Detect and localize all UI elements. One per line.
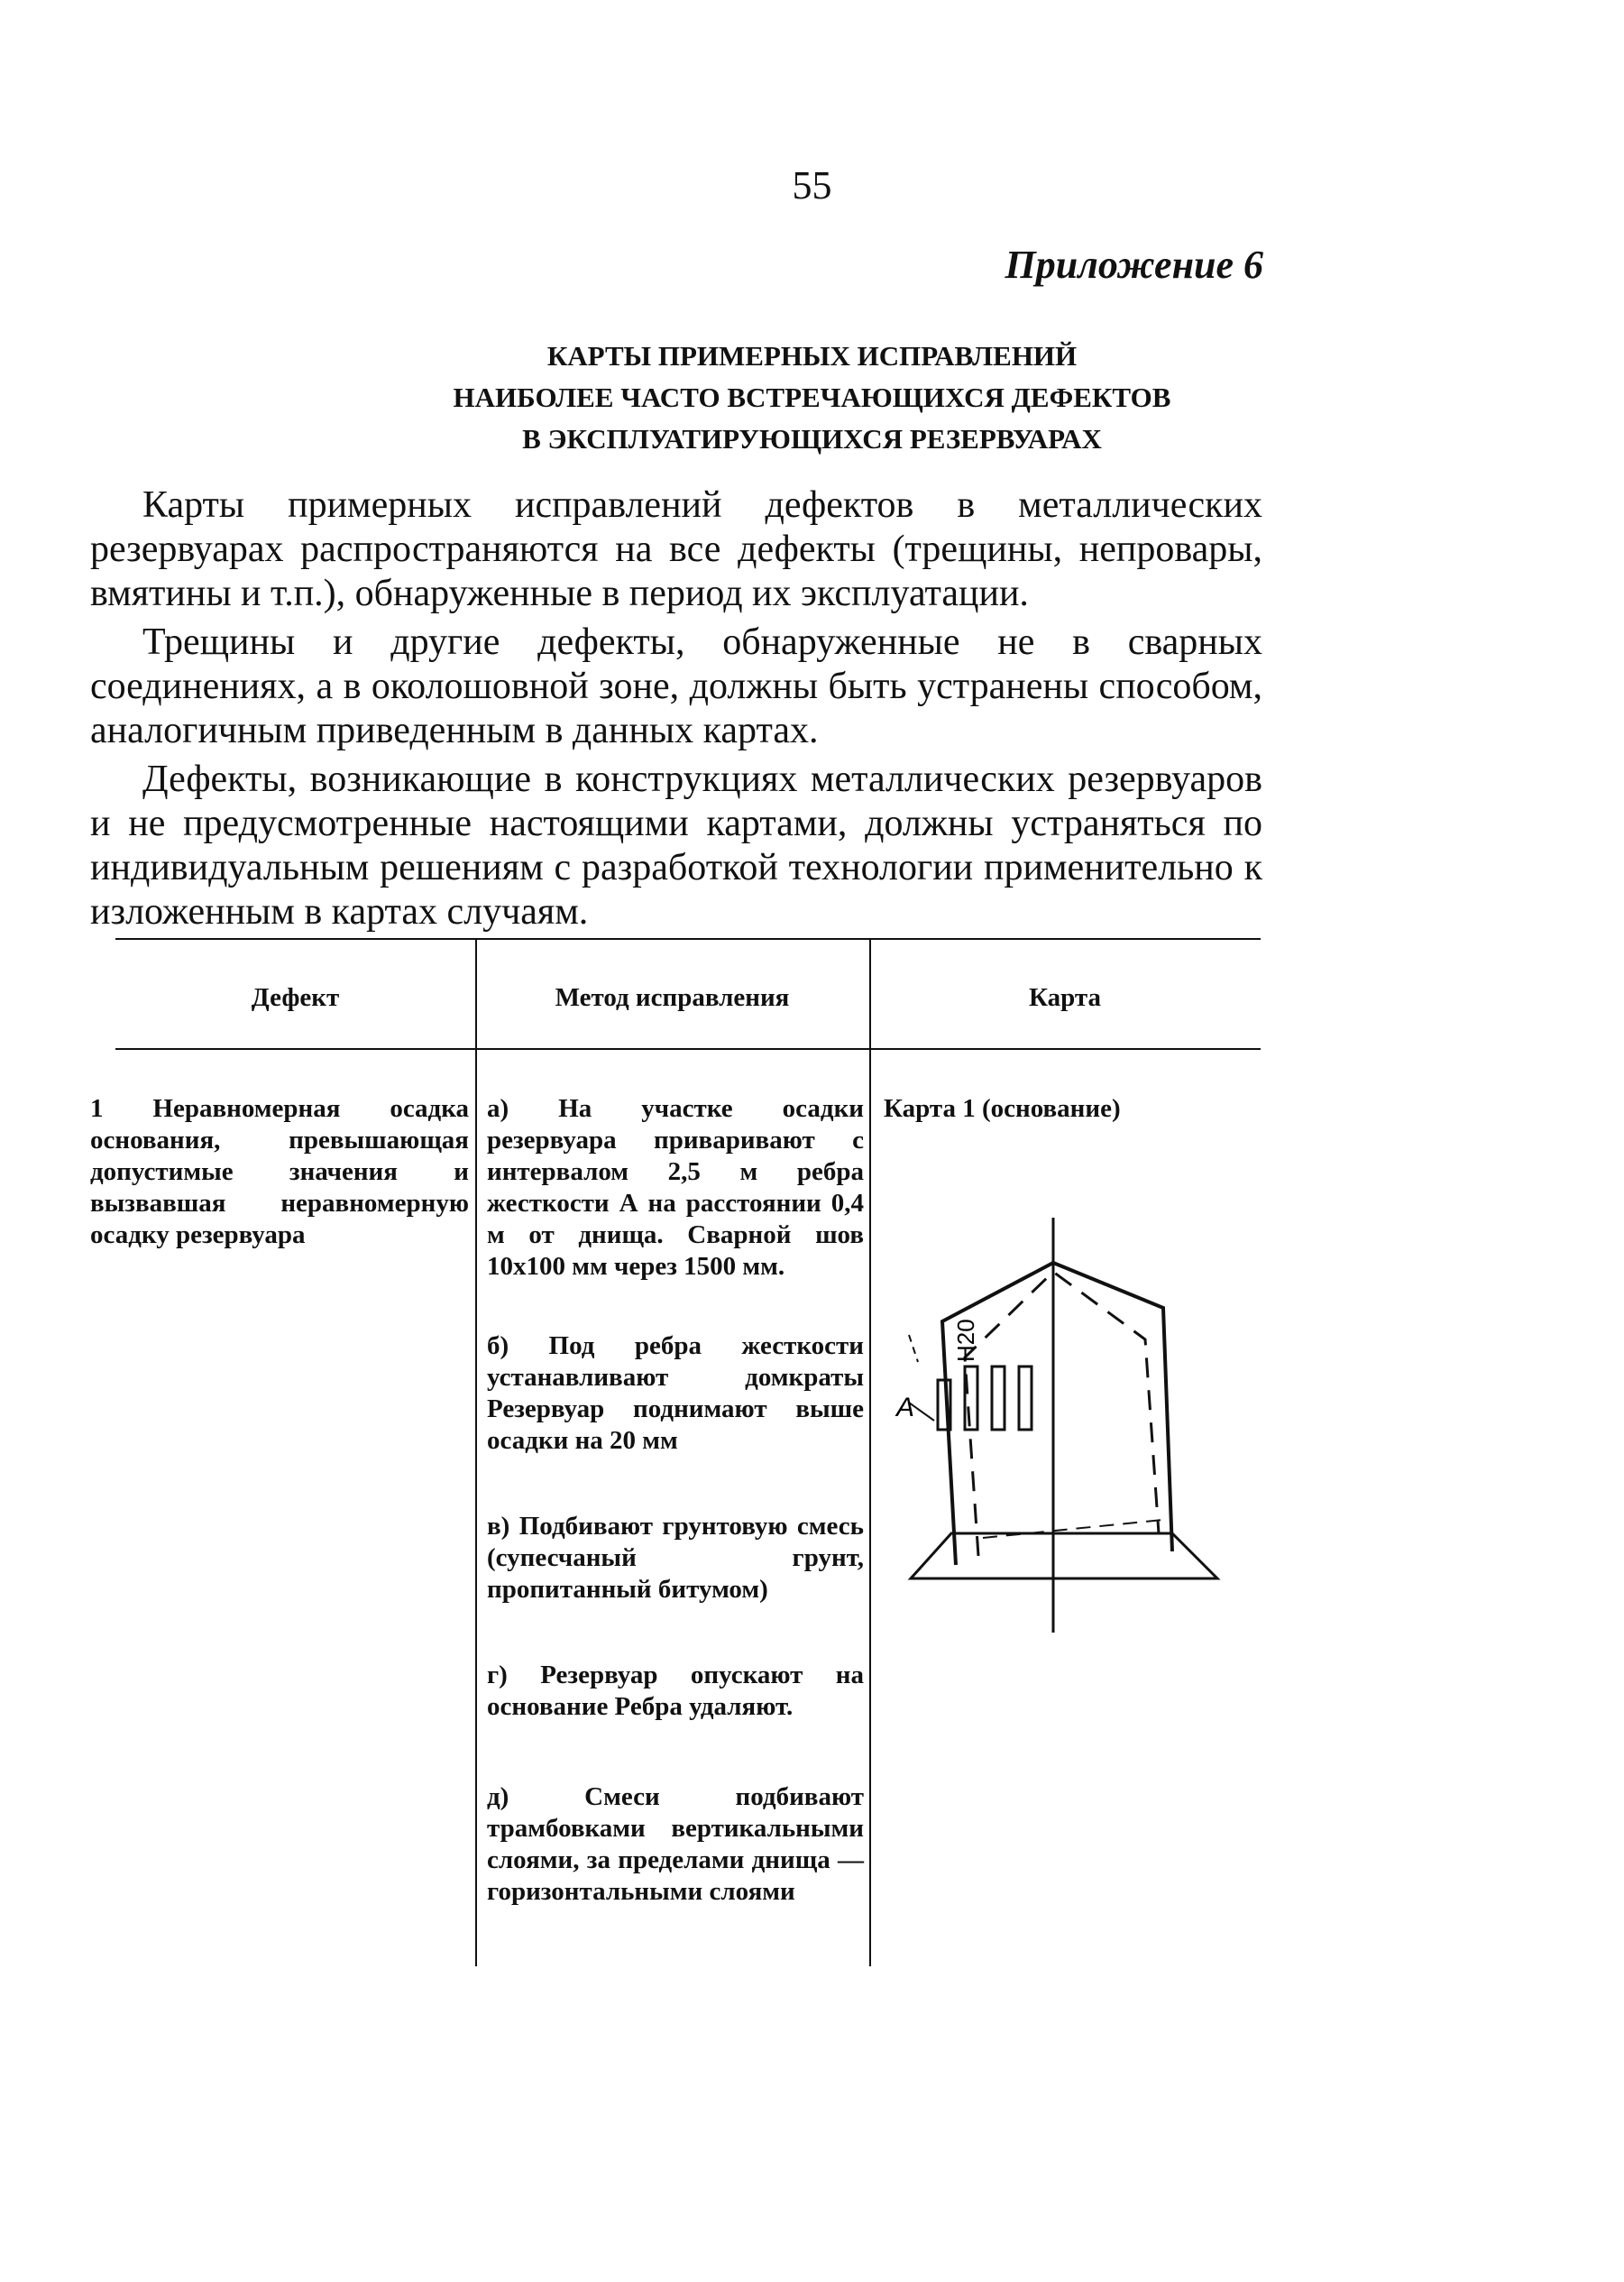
document-title bbox=[0, 336, 1624, 460]
method-step-c: в) Подбивают грунтовую смесь (супесчаный грунт, пропитанный битумом) bbox=[487, 1512, 864, 1604]
table-header-rule bbox=[115, 1048, 1261, 1050]
column-separator-2 bbox=[869, 938, 871, 1966]
defect-cell: 1 Неравномерная осадка основания, превышающая допустимые значения и вызвавшая неравномерную осадку резервуара bbox=[90, 1094, 469, 1249]
method-step-e: д) Смеси подбивают трамбовками вертикальными слоями, за пределами днища — горизонтальными слоями bbox=[487, 1782, 864, 1906]
tank-settled-outline bbox=[965, 1272, 1159, 1556]
method-step-b: б) Под ребра жесткости устанавливают домкраты Резервуар поднимают выше осадки на 20 мм bbox=[487, 1331, 864, 1455]
header-map: Карта bbox=[1029, 983, 1101, 1012]
method-step-d: г) Резервуар опускают на основание Ребра удаляют. bbox=[487, 1661, 864, 1721]
page-number: 55 bbox=[792, 163, 832, 207]
rib-4 bbox=[1019, 1366, 1032, 1430]
header-defect: Дефект bbox=[251, 983, 340, 1012]
title-line-3: В ЭКСПЛУАТИРУЮЩИХСЯ РЕЗЕРВУАРАХ bbox=[522, 423, 1102, 455]
method-step-a: а) На участке осадки резервуара приваривают с интервалом 2,5 м ребра жесткости А на расстоянии 0,4 м от днища. Сварной шов 10x100 мм через 1500 мм. bbox=[487, 1094, 864, 1281]
map-cell: Карта 1 (основание) bbox=[884, 1094, 1121, 1123]
title-line-2: НАИБОЛЕЕ ЧАСТО ВСТРЕЧАЮЩИХСЯ ДЕФЕКТОВ bbox=[453, 382, 1171, 413]
paragraph-2: Трещины и другие дефекты, обнаруженные не в сварных соединениях, а в околошовной зоне, должны быть устранены способом, аналогичным приведенным в данных картах. bbox=[90, 621, 1262, 751]
appendix-label: Приложение 6 bbox=[1005, 243, 1263, 287]
paragraph-3: Дефекты, возникающие в конструкциях металлических резервуаров и не предусмотренные настоящими картами, должны устраняться по индивидуальным решениям с разработкой технологии применительно к изложенным в картах случаям. bbox=[90, 759, 1262, 933]
label-n20: Н20 bbox=[952, 1319, 979, 1362]
column-separator-1 bbox=[475, 938, 477, 1966]
title-line-1: КАРТЫ ПРИМЕРНЫХ ИСПРАВЛЕНИЙ bbox=[546, 340, 1078, 372]
intro-text bbox=[90, 483, 1262, 939]
header-method: Метод исправления bbox=[555, 983, 790, 1012]
paragraph-1: Карты примерных исправлений дефектов в металлических резервуарах распространяются на все дефекты (трещины, непровары, вмятины и т.п.), обнаруженные в период их эксплуатации. bbox=[90, 484, 1262, 614]
rib-3 bbox=[992, 1366, 1005, 1430]
left-tick bbox=[909, 1335, 918, 1362]
settled-base-line bbox=[983, 1520, 1163, 1538]
label-a: А bbox=[896, 1393, 915, 1422]
table-top-rule bbox=[115, 938, 1261, 940]
tank-diagram bbox=[893, 1209, 1253, 1633]
